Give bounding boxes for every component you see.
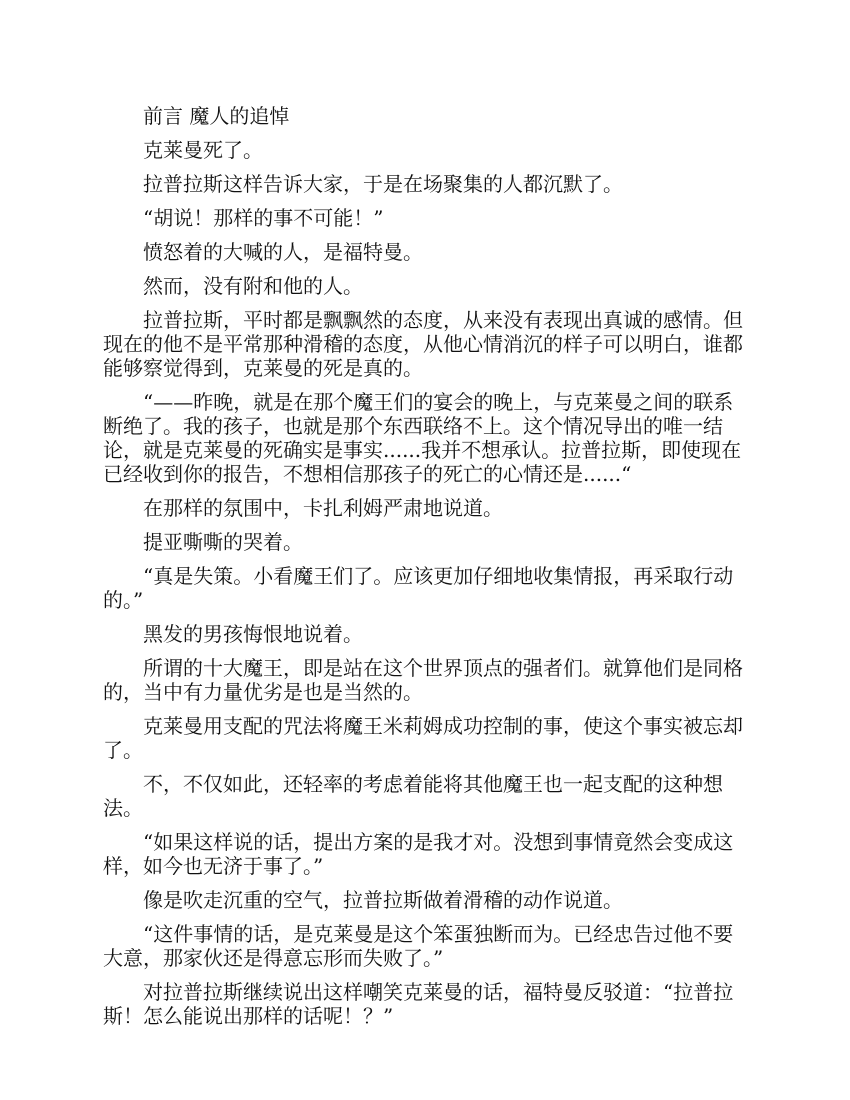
paragraph: 像是吹走沉重的空气，拉普拉斯做着滑稽的动作说道。: [143, 888, 623, 912]
chapter-heading: 前言 魔人的追悼: [143, 104, 290, 128]
paragraph: 愤怒着的大喊的人，是福特曼。: [143, 240, 423, 264]
paragraph: 拉普拉斯这样告诉大家，于是在场聚集的人都沉默了。: [143, 172, 623, 196]
paragraph: “胡说！那样的事不可能！”: [143, 206, 384, 230]
paragraph: 在那样的氛围中，卡扎利姆严肃地说道。: [143, 496, 503, 520]
paragraph: 提亚嘶嘶的哭着。: [143, 530, 303, 554]
paragraph: 不，不仅如此，还轻率的考虑着能将其他魔王也一起支配的这种想法。: [103, 772, 723, 820]
paragraph: 拉普拉斯，平时都是飘飘然的态度，从来没有表现出真诚的感情。但现在的他不是平常那种滑稽的态度，从他心情消沉的样子可以明白，谁都能够察觉得到，克莱曼的死是真的。: [103, 308, 743, 380]
paragraph: “如果这样说的话，提出方案的是我才对。没想到事情竟然会变成这样，如今也无济于事了。”: [103, 830, 734, 878]
paragraph: 然而，没有附和他的人。: [143, 274, 363, 298]
paragraph: 克莱曼死了。: [143, 138, 263, 162]
paragraph: 对拉普拉斯继续说出这样嘲笑克莱曼的话，福特曼反驳道：“拉普拉斯！怎么能说出那样的话呢！？”: [103, 980, 734, 1028]
text-body: [103, 104, 748, 1038]
paragraph: 黑发的男孩悔恨地说着。: [143, 622, 363, 646]
paragraph: “这件事情的话，是克莱曼是这个笨蛋独断而为。已经忠告过他不要大意，那家伙还是得意忘形而失败了。”: [103, 922, 734, 970]
paragraph: “真是失策。小看魔王们了。应该更加仔细地收集情报，再采取行动的。”: [103, 564, 734, 612]
paragraph: “——昨晚，就是在那个魔王们的宴会的晚上，与克莱曼之间的联系断绝了。我的孩子，也就是那个东西联络不上。这个情况导出的唯一结论，就是克莱曼的死确实是事实......我并不想承认。拉普拉斯，即使现在已经收到你的报告，不想相信那孩子的死亡的心情还是......“: [103, 390, 742, 486]
paragraph: 所谓的十大魔王，即是站在这个世界顶点的强者们。就算他们是同格的，当中有力量优劣是也是当然的。: [103, 656, 743, 704]
paragraph: 克莱曼用支配的咒法将魔王米莉姆成功控制的事，使这个事实被忘却了。: [103, 714, 743, 762]
